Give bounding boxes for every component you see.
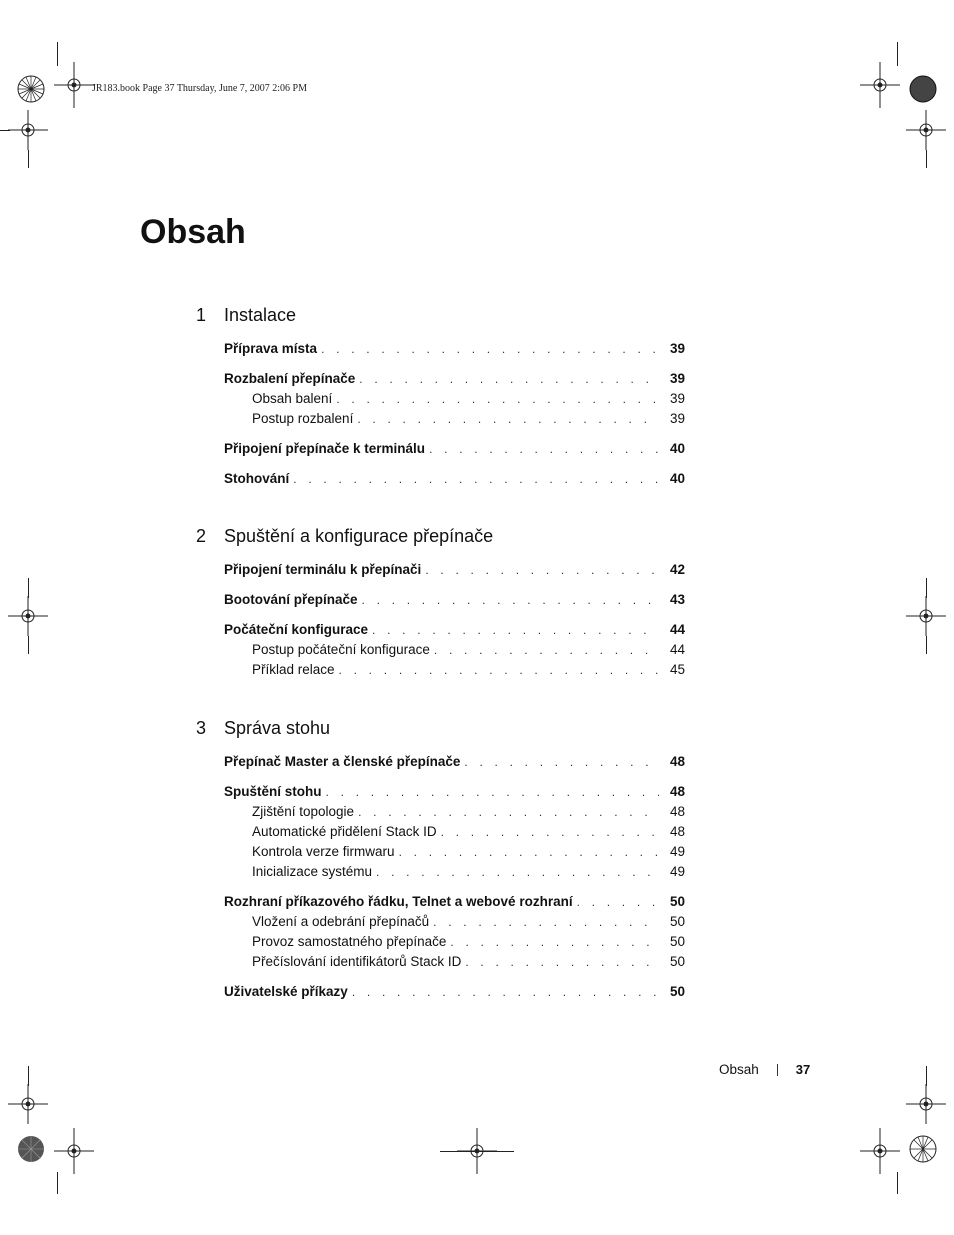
toc-entry-label: Kontrola verze firmwaru (252, 844, 395, 859)
crop-line (28, 636, 29, 654)
toc-leader-dots (372, 620, 659, 640)
toc-entry-page: 48 (669, 824, 685, 839)
chapter-number: 1 (196, 304, 207, 325)
toc-entry-label: Postup počáteční konfigurace (252, 642, 430, 657)
toc-entry-label: Spuštění stohu (224, 784, 322, 799)
toc-entry[interactable] (224, 892, 685, 912)
toc-leader-dots (425, 560, 659, 580)
registration-mark-icon (12, 1130, 50, 1168)
chapter-title: Instalace (224, 304, 297, 325)
crosshair-mark-icon (54, 62, 94, 108)
toc-entry[interactable] (224, 590, 685, 610)
toc-leader-dots (293, 469, 659, 489)
toc-entry-label: Rozbalení přepínače (224, 371, 356, 386)
page-title: Obsah (140, 213, 246, 251)
toc-entries (196, 339, 696, 489)
toc-entry-page: 45 (669, 662, 685, 677)
toc-entry-label: Příprava místa (224, 341, 318, 356)
toc-entry-label: Automatické přidělení Stack ID (252, 824, 437, 839)
toc-leader-dots (326, 782, 660, 802)
crosshair-mark-icon (906, 110, 946, 150)
toc-leader-dots (352, 982, 659, 1002)
page-footer (719, 1062, 810, 1077)
toc-entry-label: Připojení terminálu k přepínači (224, 562, 422, 577)
toc-entry-page: 48 (669, 754, 685, 769)
crop-line (926, 578, 927, 598)
toc-entry-label: Postup rozbalení (252, 411, 354, 426)
crop-line (28, 150, 29, 168)
toc-entry[interactable] (224, 439, 685, 459)
toc-leader-dots (441, 822, 659, 842)
footer-page-number: 37 (795, 1062, 811, 1077)
toc-entry[interactable] (224, 469, 685, 489)
toc-entry-label: Uživatelské příkazy (224, 984, 348, 999)
toc-entry[interactable] (252, 822, 685, 842)
toc-entries (196, 752, 696, 1002)
crosshair-mark-icon (8, 110, 48, 150)
chapter-heading[interactable] (196, 524, 696, 548)
crop-line (440, 1151, 514, 1152)
toc-leader-dots (464, 752, 659, 772)
toc-entry[interactable] (224, 560, 685, 580)
toc-entry-label: Příklad relace (252, 662, 335, 677)
toc-entries (196, 560, 696, 680)
crop-line (897, 1172, 898, 1194)
toc-leader-dots (450, 932, 659, 952)
toc-entry[interactable] (252, 389, 685, 409)
toc-leader-dots (429, 439, 659, 459)
toc-entry[interactable] (224, 369, 685, 389)
toc-entry-page: 48 (669, 804, 685, 819)
toc-entry[interactable] (224, 752, 685, 772)
toc-entry-page: 39 (669, 411, 685, 426)
chapter-heading[interactable] (196, 716, 696, 740)
crosshair-mark-icon (906, 596, 946, 636)
crop-line (897, 42, 898, 66)
crosshair-mark-icon (8, 1084, 48, 1124)
registration-mark-icon (12, 70, 50, 108)
print-slug: JR183.book Page 37 Thursday, June 7, 2007 2:06 PM (92, 83, 307, 94)
toc-leader-dots (465, 952, 659, 972)
toc-leader-dots (357, 409, 659, 429)
toc-entry-label: Zjištění topologie (252, 804, 355, 819)
toc-entry-label: Přečíslování identifikátorů Stack ID (252, 954, 462, 969)
toc-leader-dots (336, 389, 659, 409)
chapter-title: Spuštění a konfigurace přepínače (224, 525, 494, 546)
toc-entry-label: Přepínač Master a členské přepínače (224, 754, 461, 769)
crop-line (926, 150, 927, 168)
chapter-2 (196, 524, 696, 680)
toc-leader-dots (376, 862, 659, 882)
toc-entry-label: Připojení přepínače k terminálu (224, 441, 426, 456)
toc-leader-dots (433, 912, 659, 932)
toc-entry[interactable] (252, 842, 685, 862)
toc-entry-page: 50 (669, 984, 685, 999)
toc-entry[interactable] (252, 932, 685, 952)
toc-entry[interactable] (252, 640, 685, 660)
chapter-heading[interactable] (196, 303, 696, 327)
toc-entry[interactable] (224, 339, 685, 359)
toc-entry-label: Počáteční konfigurace (224, 622, 369, 637)
chapter-3 (196, 716, 696, 1002)
footer-separator (777, 1064, 778, 1076)
chapter-1 (196, 303, 696, 489)
crop-line (28, 1066, 29, 1086)
toc-entry-label: Inicializace systému (252, 864, 373, 879)
crop-line (926, 636, 927, 654)
toc-entry[interactable] (252, 862, 685, 882)
toc-entry-label: Bootování přepínače (224, 592, 358, 607)
toc-leader-dots (399, 842, 659, 862)
toc-entry-label: Rozhraní příkazového řádku, Telnet a webové rozhraní (224, 894, 573, 909)
toc-leader-dots (577, 892, 659, 912)
toc-entry-page: 50 (669, 934, 685, 949)
crosshair-mark-icon (8, 596, 48, 636)
crop-line (28, 578, 29, 598)
toc-entry[interactable] (224, 620, 685, 640)
crop-line (57, 42, 58, 66)
toc-entry-page: 40 (669, 471, 685, 486)
toc-entry-page: 48 (669, 784, 685, 799)
toc-entry[interactable] (252, 802, 685, 822)
toc-entry[interactable] (252, 912, 685, 932)
toc-leader-dots (359, 369, 659, 389)
toc-leader-dots (321, 339, 659, 359)
toc-entry[interactable] (252, 952, 685, 972)
toc-entry-page: 39 (669, 341, 685, 356)
crosshair-mark-icon (860, 62, 900, 108)
toc-entry-page: 42 (669, 562, 685, 577)
toc-entry[interactable] (252, 660, 685, 680)
footer-label: Obsah (719, 1062, 759, 1077)
chapter-title: Správa stohu (224, 717, 331, 738)
toc-entry-label: Provoz samostatného přepínače (252, 934, 447, 949)
crosshair-mark-icon (906, 1084, 946, 1124)
toc-entry[interactable] (224, 782, 685, 802)
toc-entry-label: Vložení a odebrání přepínačů (252, 914, 430, 929)
toc-entry-label: Obsah balení (252, 391, 333, 406)
toc-entry-page: 44 (669, 642, 685, 657)
toc-entry-page: 49 (669, 844, 685, 859)
toc-leader-dots (358, 802, 659, 822)
crop-line (0, 130, 10, 131)
toc-entry-page: 50 (669, 954, 685, 969)
chapter-number: 2 (196, 525, 207, 546)
toc-entry-page: 40 (669, 441, 685, 456)
crop-line (57, 1172, 58, 1194)
toc-entry-label: Stohování (224, 471, 290, 486)
toc-entry-page: 39 (669, 371, 685, 386)
toc-entry[interactable] (224, 982, 685, 1002)
toc-leader-dots (339, 660, 659, 680)
registration-mark-icon (904, 1130, 942, 1168)
toc-entry-page: 50 (669, 894, 685, 909)
crosshair-mark-icon (860, 1128, 900, 1174)
crop-line (926, 1066, 927, 1086)
toc-entry-page: 44 (669, 622, 685, 637)
toc-entry-page: 50 (669, 914, 685, 929)
toc-entry-page: 49 (669, 864, 685, 879)
chapter-number: 3 (196, 717, 207, 738)
crosshair-mark-icon (54, 1128, 94, 1174)
toc-entry-page: 39 (669, 391, 685, 406)
toc-leader-dots (362, 590, 659, 610)
toc-leader-dots (434, 640, 659, 660)
toc-entry-page: 43 (669, 592, 685, 607)
toc-entry[interactable] (252, 409, 685, 429)
registration-mark-icon (904, 70, 942, 108)
